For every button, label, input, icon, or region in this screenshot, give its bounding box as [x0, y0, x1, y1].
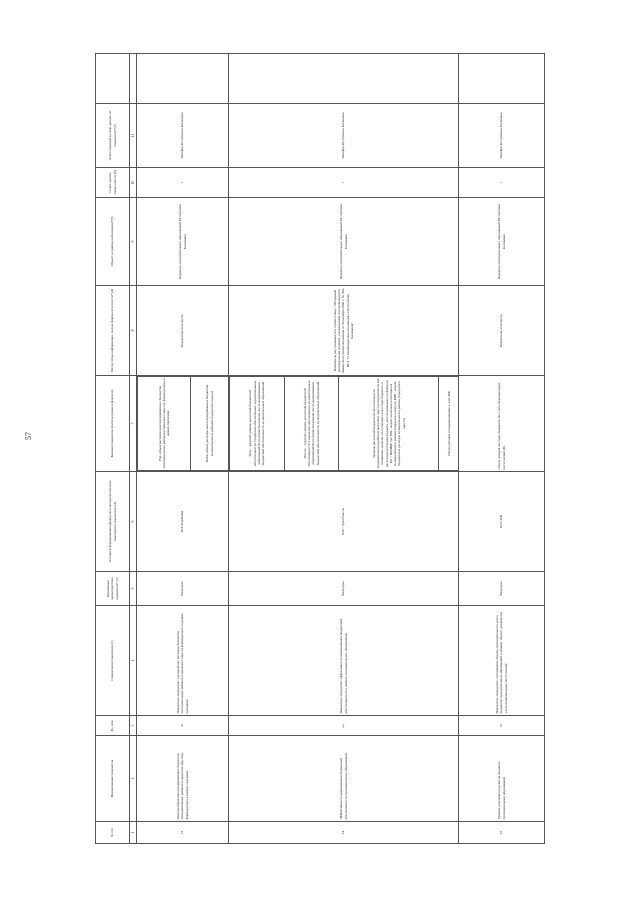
indicator-name: Эффективность выравнивания бюджетной обеспеченности муниципальных образований [229, 736, 459, 822]
header-row [96, 54, 130, 844]
definition: Показатель определяет удельный вес расходов бюджетов муниципальных районов (городского округа) формируемых в рамках программ [137, 606, 229, 716]
observation-object: Бюджеты муниципальных образований Республики Калмыкия [459, 198, 545, 286]
timing: Ежегодно [229, 572, 459, 606]
column-number: 8 [130, 286, 137, 376]
column-number: 5 [130, 572, 137, 606]
header-cell: № п/п [96, 822, 130, 844]
blank-cell [137, 54, 229, 104]
base-indicator: Упосле - средний уровень расчетной бюджетной обеспеченности 3 наименее обеспеченных муниципальных образований Республики Калмыкия после выравнивания бюджетной обеспеченности муниципальных образований [284, 377, 339, 471]
observation-object: Бюджеты муниципальных образований Республики Калмыкия [229, 198, 459, 286]
base-indicator: Ураз - средний уровень расчетной бюджетной обеспеченности 3 наиболее обеспеченных муниципальных образований Республики Калмыкия после выравнивания бюджетной обеспеченности муниципальных образований [230, 377, 285, 471]
coverage: 1 [229, 168, 459, 198]
collection-method: Бюджетная отчетность [459, 286, 545, 376]
base-indicator: Уровень расчетной бюджетной обеспеченности муниципального района (городского округа) определяется как отношение налогов, поступающих в местные бюджеты, к расчетным расходам бюджета, рассчитываемым по формуле БО = НП/ИБР где: НП - индекс налогового потенциала муниципального района (городского округа); ИБР - индекс бюджетных расходов муниципального района (городского округа) [339, 377, 439, 471]
coverage: 1 [459, 168, 545, 198]
responsible: Минфин Республики Калмыкия [137, 104, 229, 168]
header-cell: Определение показателя (1) [96, 606, 130, 716]
column-number: 7 [130, 376, 137, 472]
column-number: 11 [130, 104, 137, 168]
base-indicator-list [137, 376, 228, 471]
column-number: 2 [130, 736, 137, 822]
observation-object: Бюджеты муниципальных образований Республики Калмыкия [137, 198, 229, 286]
table-row [459, 54, 545, 844]
responsible: Минфин Республики Калмыкия [229, 104, 459, 168]
unit: % [137, 716, 229, 736]
header-cell: Временные характеристики показателя* (2) [96, 572, 130, 606]
coverage: 1 [137, 168, 229, 198]
base-indicator: Объем дотаций по выравниванию в доле ФФ [439, 377, 458, 471]
header-cell: Ед. изм. [96, 716, 130, 736]
column-number: 4 [130, 606, 137, 716]
formula: Е23=Рпр/Робщ [137, 472, 229, 572]
formula: Е25=Д/Б [459, 472, 545, 572]
blank-cell [130, 54, 137, 104]
row-number: 25 [459, 822, 545, 844]
base-indicator: Объем доходов местных бюджетов без учета безвозмездных поступлений (Б) [459, 376, 545, 472]
column-number: 6 [130, 472, 137, 572]
collection-method: Показатель рассчитывается в соответствии с Методикой распределения дотаций, утвержденной постановлением в Законе Республики Калмыкия от 30 октября 2006 г. № 290-III-З "О межбюджетных отношениях в Республике Калмыкия" [229, 286, 459, 376]
base-indicator: Робщ -объем расходов консолидированных бюджетов муниципальных районов (городского округа) [191, 377, 228, 471]
column-number: 10 [130, 168, 137, 198]
formula: Е24 = Ураз/Упосле [229, 472, 459, 572]
timing: Ежегодно [459, 572, 545, 606]
header-cell: Охват единиц совокупности (6) [96, 168, 130, 198]
blank-cell [96, 54, 130, 104]
header-cell: Алгоритм формирования (формула) и методологические пояснения к показателю (3) [96, 472, 130, 572]
timing: Ежегодно [137, 572, 229, 606]
row-number: 24 [229, 822, 459, 844]
base-indicators [137, 376, 229, 472]
column-number: 9 [130, 198, 137, 286]
responsible: Минфин Республики Калмыкия [459, 104, 545, 168]
header-cell: Объект и единица наблюдения*(5) [96, 198, 130, 286]
column-number: 1 [130, 822, 137, 844]
column-number: 3 [130, 716, 137, 736]
indicator-name: Доля расходов консолидированных бюджетов муниципальных районов (городских округов), формируемых в рамках программ [137, 736, 229, 822]
definition: Показатель определяет соотношение объема муниципального долга бюджетов муниципальных образований к общему объему доходов без учета безвозмездных поступлений [459, 606, 545, 716]
definition: Показатель определяет эффективность выравнивания бюджетной обеспеченности в разрезе муниципальных образований [229, 606, 459, 716]
base-indicator: Рпр -объем расходов консолидированных бюджетов муниципальных районов (городского округа), формируемых в рамках программ [138, 377, 191, 471]
rotated-page [95, 54, 545, 844]
row-number: 23 [137, 822, 229, 844]
table-row [137, 54, 229, 844]
header-cell: Наименование показателя [96, 736, 130, 822]
blank-cell [229, 54, 459, 104]
header-cell: Ответственный за сбор данных по показателю*(7) [96, 104, 130, 168]
unit: ед. [229, 716, 459, 736]
table-row [229, 54, 459, 844]
column-number-row [130, 54, 137, 844]
base-indicator-list [229, 376, 458, 471]
header-cell: Базовые показатели (используемые в формуле) [96, 376, 130, 472]
unit: % [459, 716, 545, 736]
header-cell: Метод сбора информации, индекс формы отчетности* (4) [96, 286, 130, 376]
base-indicators [229, 376, 459, 472]
indicator-name: Уровень долговой нагрузки на бюджеты муниципальных образований [459, 736, 545, 822]
collection-method: Бюджетная отчетность [137, 286, 229, 376]
blank-cell [459, 54, 545, 104]
page-number: 57 [24, 432, 33, 440]
indicator-table [95, 53, 545, 844]
